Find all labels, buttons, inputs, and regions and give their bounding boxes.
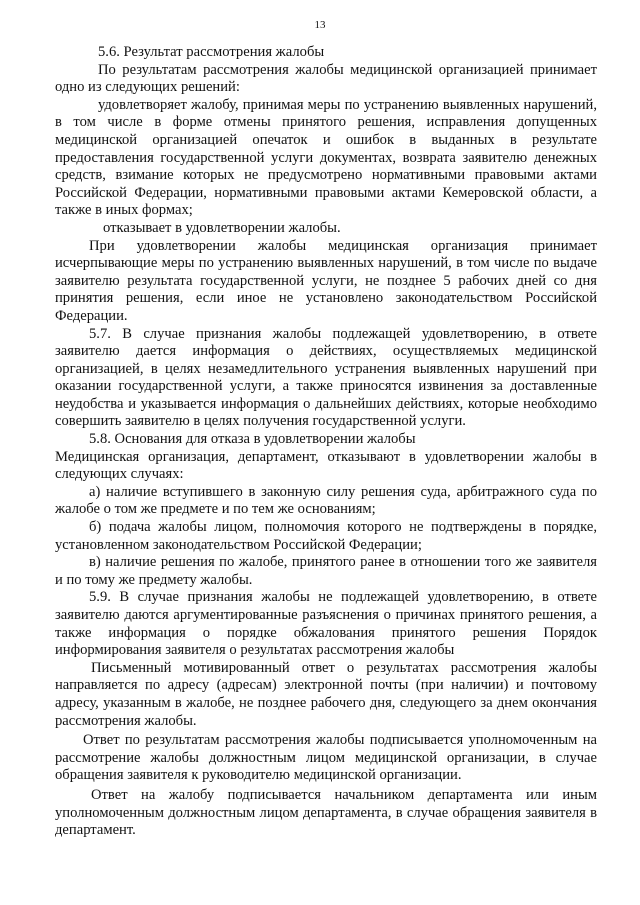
paragraph: При удовлетворении жалобы медицинская организация принимает исчерпывающие меры по устранению выявленных нарушений, в том числе по выдаче заявителю результата государственной услуги, не позднее 5 рабочих дней со дня принятия решения, если иное не установлено законодательством Российской Федерации. bbox=[55, 237, 597, 324]
list-item: а) наличие вступившего в законную силу решения суда, арбитражного суда по жалобе о том же предмете и по тем же основаниям; bbox=[55, 483, 597, 518]
section-paragraph-5-7: 5.7. В случае признания жалобы подлежащей удовлетворению, в ответе заявителю дается информация о действиях, осуществляемых медицинской организацией, в целях незамедлительного устранения выявленных нарушений при оказании государственной услуги, а также приносятся извинения за доставленные неудобства и указывается информация о дальнейших действиях, которые необходимо совершить заявителю в целях получения государственной услуги. bbox=[55, 325, 597, 430]
page-number: 13 bbox=[314, 19, 326, 31]
paragraph: По результатам рассмотрения жалобы медицинской организацией принимает одно из следующих решений: bbox=[55, 61, 597, 96]
section-heading-5-6: 5.6. Результат рассмотрения жалобы bbox=[98, 44, 325, 60]
paragraph: Медицинская организация, департамент, отказывают в удовлетворении жалобы в следующих случаях: bbox=[55, 448, 597, 483]
list-item: удовлетворяет жалобу, принимая меры по устранению выявленных нарушений, в том числе в форме отмены принятого решения, исправления допущенных медицинской организацией опечаток и ошибок в выданных в результате предоставления государственной услуги документах, возврата заявителю денежных средств, взимание которых не предусмотрено нормативными правовыми актами Российской Федерации, нормативными правовыми актами Кемеровской области, а также в иных формах; bbox=[55, 96, 597, 219]
document-body bbox=[55, 44, 597, 840]
section-heading-5-8: 5.8. Основания для отказа в удовлетворении жалобы bbox=[89, 431, 416, 448]
list-item: в) наличие решения по жалобе, принятого ранее в отношении того же заявителя и по тому же предмету жалобы. bbox=[55, 554, 597, 588]
section-paragraph-5-9: 5.9. В случае признания жалобы не подлежащей удовлетворению, в ответе заявителю даются аргументированные разъяснения о причинах принятого решения, а также информация о порядке обжалования принятого решения Порядок информирования заявителя о результатах рассмотрения жалобы bbox=[55, 589, 597, 659]
paragraph: Ответ на жалобу подписывается начальником департамента или иным уполномоченным должностным лицом департамента, в случае обращения заявителя в департамент. bbox=[55, 786, 597, 839]
paragraph: Письменный мотивированный ответ о результатах рассмотрения жалобы направляется по адресу (адресам) электронной почты (при наличии) и почтовому адресу, указанным в жалобе, не позднее рабочего дня, следующего за днем окончания рассмотрения жалобы. bbox=[55, 659, 597, 729]
list-item: отказывает в удовлетворении жалобы. bbox=[103, 219, 341, 236]
list-item: б) подача жалобы лицом, полномочия которого не подтверждены в порядке, установленном законодательством Российской Федерации; bbox=[55, 519, 597, 553]
paragraph: Ответ по результатам рассмотрения жалобы подписывается уполномоченным на рассмотрение жалобы должностным лицом медицинской организации, в случае обращения заявителя к руководителю медицинской организации. bbox=[55, 732, 597, 784]
